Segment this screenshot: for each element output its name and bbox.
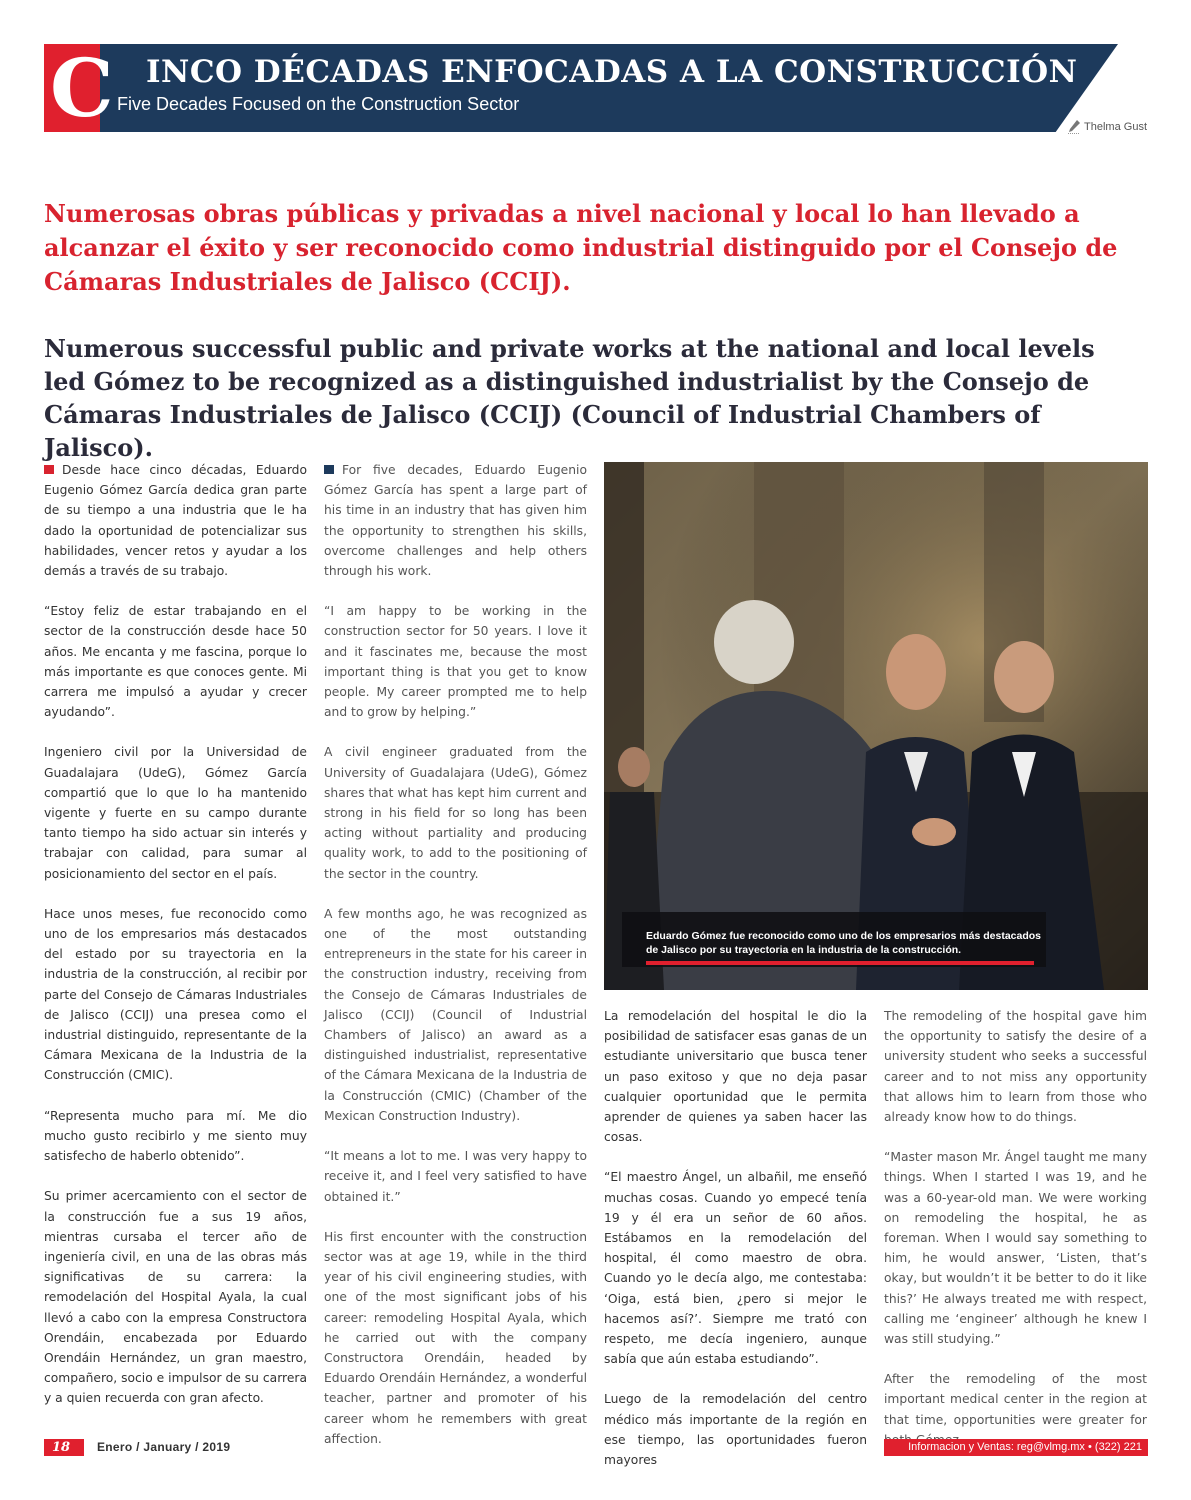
- issue-date: Enero / January / 2019: [97, 1440, 231, 1454]
- red-square-icon: [44, 465, 54, 474]
- paragraph: “Estoy feliz de estar trabajando en el sector de la construcción desde hace 50 años. Me encanta y me fascina, porque lo más importante es que conoces gente. Mi carrera me impulsó a ayudar y crecer ayudando”.: [44, 604, 307, 720]
- paragraph: His first encounter with the construction sector was at age 19, while in the third year of his civil engineering studies, with one of the most significant jobs of his career: remodeling Hospital Ayala, which he carried out with the company Constructora Orendáin, headed by Eduardo Orendáin Hernández, a wonderful teacher, partner and promoter of his career whom he remembers with great affection.: [324, 1229, 587, 1446]
- paragraph: “I am happy to be working in the construction sector for 50 years. I love it and it fascinates me, because the most important thing is that you get to know people. My career prompted me to help and to grow by helping.”: [324, 604, 587, 720]
- paragraph: Su primer acercamiento con el sector de la construcción fue a sus 19 años, mientras cursaba el tercer año de ingeniería civil, en una de las obras más significativas de su carrera: la remodelación del Hospital Ayala, la cual llevó a cabo con la empresa Constructora Orendáin, encabezada por Eduardo Orendáin Hernández, un gran maestro, compañero, socio e impulsor de su carrera y a quien recuerda con gran afecto.: [44, 1189, 307, 1406]
- paragraph: A civil engineer graduated from the University of Guadalajara (UdeG), Gómez shares that what has kept him current and strong in his field for so long has been acting without partiality and producing quality work, to add to the positioning of the sector in the country.: [324, 745, 587, 881]
- paragraph: [44, 460, 307, 581]
- photo-caption: [622, 912, 1046, 967]
- paragraph: “El maestro Ángel, un albañil, me enseñó muchas cosas. Cuando yo empecé tenía 19 y él era un señor de 60 años. Estábamos en la remodelación del hospital, él como maestro de obra. Cuando yo le decía algo, me contestaba: ‘Oiga, está bien, ¿pero si mejor le hacemos así?’. Siempre me trató con respeto, me decía ingeniero, aunque sabía que aún estaba estudiando”.: [604, 1170, 867, 1367]
- contact-info: Informacion y Ventas: reg@vlmg.mx • (322) 221 0106: [884, 1439, 1148, 1456]
- column-english: [324, 460, 587, 1469]
- dropcap-letter: C: [50, 41, 114, 135]
- article-subtitle: Five Decades Focused on the Construction Sector: [117, 94, 520, 114]
- paragraph: [324, 460, 587, 581]
- paragraph: Ingeniero civil por la Universidad de Guadalajara (UdeG), Gómez García compartió que lo que lo ha mantenido vigente y fuerte en su campo durante tanto tiempo ha sido actuar sin interés y trabajar con calidad, para sumar al posicionamiento del sector en el país.: [44, 745, 307, 881]
- lead-english: Numerous successful public and private works at the national and local levels led Gómez to be recognized as a distinguished industrialist by the Consejo de Cámaras Industriales de Jalisco (CCIJ) (Council of Industrial Chambers of Jalisco).: [44, 334, 1095, 462]
- paragraph-text: Desde hace cinco décadas, Eduardo Eugenio Gómez García dedica gran parte de su tiempo a una industria que le ha dado la oportunidad de potencializar sus habilidades, vencer retos y ayudar a los demás a través de su trabajo.: [44, 463, 307, 579]
- paragraph: “Representa mucho para mí. Me dio mucho gusto recibirlo y me siento muy satisfecho de haberlo obtenido”.: [44, 1108, 307, 1164]
- caption-underline: [646, 961, 1034, 965]
- paragraph: La remodelación del hospital le dio la posibilidad de satisfacer esas ganas de un estudiante universitario que busca tener un paso exitoso y que no deja pasar cualquier oportunidad que le permita aprender de quienes ya saben hacer las cosas.: [604, 1009, 867, 1145]
- paragraph: “Master mason Mr. Ángel taught me many things. When I started I was 19, and he was a 60-year-old man. We were working on remodeling the hospital, he as foreman. When I would say something to him, he would answer, ‘Listen, that’s okay, but wouldn’t it be better to do it like this?’ He always treated me with respect, calling me ‘engineer’ although he knew I was still studying.”: [884, 1150, 1147, 1347]
- pen-icon: [1068, 120, 1080, 134]
- caption-text: Eduardo Gómez fue reconocido como uno de los empresarios más destacados de Jalisco por su trayectoria en la industria de la construcción.: [646, 930, 1042, 956]
- navy-square-icon: [324, 465, 334, 474]
- article-photo: [604, 462, 1148, 990]
- photo-illustration: [604, 462, 1148, 990]
- column-english-continued: [884, 1006, 1147, 1470]
- author-name: Thelma Gust: [1084, 121, 1147, 133]
- paragraph: “It means a lot to me. I was very happy to receive it, and I feel very satisfied to have obtained it.”: [324, 1149, 587, 1204]
- article-title: INCO DÉCADAS ENFOCADAS A LA CONSTRUCCIÓN: [146, 54, 1078, 90]
- page-number: 18: [44, 1439, 84, 1456]
- paragraph: The remodeling of the hospital gave him the opportunity to satisfy the desire of a university student who seeks a successful career and to not miss any opportunity that allows him to learn from those who already know how to do things.: [884, 1009, 1147, 1125]
- paragraph-text: For five decades, Eduardo Eugenio Gómez García has spent a large part of his time in an industry that has given him the opportunity to strengthen his skills, overcome challenges and help others through his work.: [324, 463, 587, 579]
- lead-spanish: Numerosas obras públicas y privadas a nivel nacional y local lo han llevado a alcanzar el éxito y ser reconocido como industrial distinguido por el Consejo de Cámaras Industriales de Jalisco (CCIJ).: [44, 199, 1118, 296]
- paragraph: Hace unos meses, fue reconocido como uno de los empresarios más destacados del estado por su trayectoria en la industria de la construcción, al recibir por parte del Consejo de Cámaras Industriales de Jalisco (CCIJ) una presea como el industrial distinguido, representante de la Cámara Mexicana de la Industria de la Construcción (CMIC).: [44, 906, 307, 1083]
- column-spanish-continued: [604, 1006, 867, 1490]
- paragraph: A few months ago, he was recognized as one of the most outstanding entrepreneurs in the state for his career in the construction industry, receiving from the Consejo de Cámaras Industriales de Jalisco (CCIJ) (Council of Industrial Chambers of Jalisco) an award as a distinguished industrialist, representative of the Cámara Mexicana de la Industria de la Construcción (CMIC) (Chamber of the Mexican Construction Industry).: [324, 906, 587, 1123]
- column-spanish: [44, 460, 307, 1429]
- byline: [1068, 120, 1147, 134]
- paragraph: After the remodeling of the most important medical center in the region at that time, opportunities were greater for: [884, 1372, 1147, 1427]
- paragraph: Luego de la remodelación del centro médico más importante de la región en ese tiempo, las oportunidades fueron mayores: [604, 1392, 867, 1468]
